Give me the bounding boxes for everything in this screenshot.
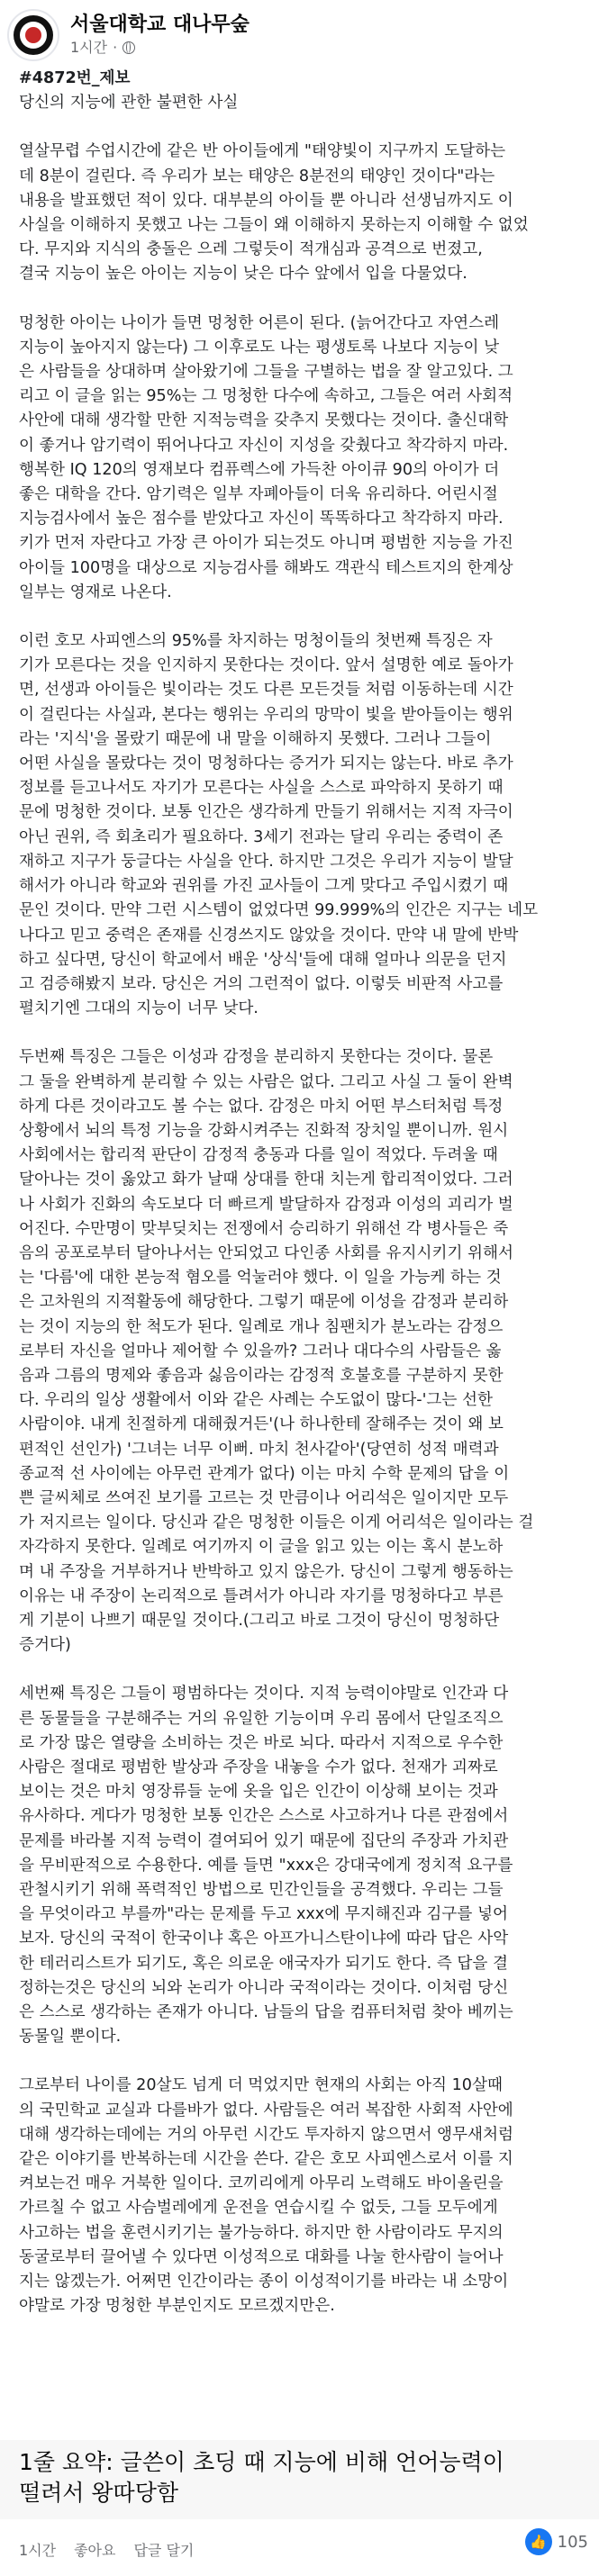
post-time[interactable]: 1시간 [70,39,108,56]
post-paragraph: 두번째 특징은 그들은 이성과 감정을 분리하지 못한다는 것이다. 물론 그 둘을 완벽하게 분리할 수 있는 사람은 없다. 그리고 사실 그 둘이 완벽 하게 다른 것이라고도 볼 수는 없다. 감정은 마치 어떤 부스터처럼 특정 상황에서 뇌의 특정 기능을 강화시켜주는 진화적 장치일 뿐이니까. 원시 사회에서는 합리적 판단이 감정적 충동과 다를 일이 적었다. 두려울 때 달아나는 것이 옳았고 화가 날때 상대를 한대 치는게 합리적이었다. 그러 나 사회가 진화의 속도보다 더 빠르게 발달하자 감정과 이성의 괴리가 벌 어진다. 수만명이 맞부딪치는 전쟁에서 승리하기 위해선 각 병사들은 죽 음의 공포로부터 달아나서는 안되었고 다인종 사회를 유지시키기 위해서 는 '다름'에 대한 본능적 혐오를 억눌러야 했다. 이 일을 가능케 하는 것 은 고차원의 지적활동에 해당한다. 그렇기 때문에 이성을 감정과 분리하 는 것이 지능의 한 척도가 된다. 일례로 개나 침팬치가 분노라는 감정으 로부터 자신을 얼마나 제어할 수 있을까? 그러나 대다수의 사람들은 옳 음과 그름의 명제와 좋음과 싫음이라는 감정적 호불호를 구분하지 못한 다. 우리의 일상 생활에서 이와 같은 사례는 수도없이 많다-'그는 선한 사람이야. 내게 친절하게 대해줬거든'(나 하나한테 잘해주는 것이 왜 보 편적인 선인가) '그녀는 너무 이뻐. 마치 천사같아'(당연히 성적 매력과 종교적 선 사이에는 아무런 관계가 없다) 이는 마치 수학 문제의 답을 이 쁜 글씨체로 쓰여진 보기를 고르는 것 만큼이나 어리석은 일이지만 모두 가 저지르는 일이다. 당신과 같은 멍청한 이들은 이게 어리석은 일이라는 걸 자각하지 못한다. 일례로 여기까지 이 글을 읽고 있는 이는 혹시 분노하 며 내 주장을 거부하거나 반박하고 있지 않은가. 당신이 그렇게 행동하는 이유는 내 주장이 논리적으로 틀려서가 아니라 자기를 멍청하다고 부른 게 기분이 나쁘기 때문일 것이다.(그리고 바로 그것이 당신이 멍청하단 증거다) [19,1048,534,1655]
reaction-summary[interactable] [525,2528,588,2555]
post-paragraph: 이런 호모 사피엔스의 95%를 차지하는 멍청이들의 첫번째 특징은 자 기가 모른다는 것을 인지하지 못한다는 것이다. 앞서 설명한 예로 돌아가 면, 선생과 아이들은 빛이라는 것도 다른 모든것들 처럼 이동하는데 시간 이 걸린다는 사실과, 본다는 행위는 우리의 망막이 빛을 받아들이는 행위 라는 '지식'을 몰랐기 때문에 내 말을 이해하지 못했다. 그러나 그들이 어떤 사실을 몰랐다는 것이 멍청하다는 증거가 되지는 않는다. 바로 추가 정보를 듣고나서도 자기가 모른다는 사실을 스스로 파악하지 못하기 때 문에 멍청한 것이다. 보통 인간은 생각하게 만들기 위해서는 지적 자극이 아닌 권위, 즉 회초리가 필요하다. 3세기 전과는 달리 우리는 중력이 존 재하고 지구가 둥글다는 사실을 안다. 하지만 그것은 우리가 지능이 발달 해서가 아니라 학교와 권위를 가진 교사들이 그게 맞다고 주입시켰기 때 문인 것이다. 만약 그런 시스템이 없었다면 99.999%의 인간은 지구는 네모 나다고 믿고 중력은 존재를 신경쓰지도 않았을 것이다. 만약 내 말에 반박 하고 싶다면, 당신이 학교에서 배운 '상식'들에 대해 얼마나 의문을 던지 고 검증해봤지 보라. 당신은 거의 그런적이 없다. 이렇듯 비판적 사고를 펼치기엔 그대의 지능이 너무 낮다. [19,632,539,1018]
post-body [19,67,586,2318]
like-button[interactable]: 좋아요 [74,2541,116,2559]
comment-actions [0,2522,599,2576]
reply-button[interactable]: 답글 달기 [133,2541,195,2559]
post-paragraph: 그로부터 나이를 20살도 넘게 더 먹었지만 현재의 사회는 아직 10살때 의 국민학교 교실과 다를바가 없다. 사람들은 여러 복잡한 사회적 사안에 대해 생각하는데에는 거의 아무런 시간도 투자하지 않으면서 앵무새처럼 같은 이야기를 반복하는데 시간을 쓴다. 같은 호모 사피엔스로서 이를 지 켜보는건 매우 거북한 일이다. 코끼리에게 아무리 노력해도 바이올린을 가르칠 수 없고 사슴벌레에게 운전을 연습시킬 수 없듯, 그들 모두에게 사고하는 법을 훈련시키기는 불가능하다. 하지만 한 사람이라도 무지의 동굴로부터 끌어낼 수 있다면 이성적으로 대화를 나눌 한사람이 늘어나 지는 않겠는가. 어쩌면 인간이라는 종이 이성적이기를 바라는 내 소망이 야말로 가장 멍청한 부분인지도 모르겠지만은. [19,2076,514,2316]
post-tag[interactable]: #4872번_제보 [19,69,131,87]
comment-time[interactable]: 1시간 [19,2541,57,2559]
post-paragraph: 열살무렵 수업시간에 같은 반 아이들에게 "태양빛이 지구까지 도달하는 데 8분이 걸린다. 즉 우리가 보는 태양은 8분전의 태양인 것이다"라는 내용을 발표했던 적이 있다. 대부분의 아이들 뿐 아니라 선생님까지도 이 사실을 이해하지 못했고 나는 그들이 왜 이해하지 못하는지 이해할 수 없었 다. 무지와 지식의 충돌은 으레 그렇듯이 적개심과 공격으로 번졌고, 결국 지능이 높은 아이는 지능이 낮은 다수 앞에서 입을 다물었다. [19,142,529,284]
comment-summary [0,2440,599,2519]
thumbs-up-icon: 👍 [525,2528,552,2555]
avatar-logo-icon [14,15,53,55]
page-avatar[interactable] [7,9,59,61]
reaction-count: 105 [557,2532,588,2552]
globe-icon [123,41,135,54]
post-paragraph: 세번째 특징은 그들이 평범하다는 것이다. 지적 능력이야말로 인간과 다 른 동물들을 구분해주는 거의 유일한 기능이며 우리 몸에서 단일조직으 로 가장 많은 열량을 소비하는 것은 바로 뇌다. 따라서 지적으로 우수한 사람은 절대로 평범한 발상과 주장을 내놓을 수가 없다. 천재가 괴짜로 보이는 것은 마치 영장류들 눈에 옷을 입은 인간이 이상해 보이는 것과 유사하다. 게다가 멍청한 보통 인간은 스스로 사고하거나 다른 관점에서 문제를 바라볼 지적 능력이 결여되어 있기 때문에 집단의 주장과 가치관 을 무비판적으로 수용한다. 예를 들면 "xxx은 강대국에게 정치적 요구를 관철시키기 위해 폭력적인 방법으로 민간인들을 공격했다. 우리는 그들 을 무엇이라고 부를까"라는 문제를 두고 xxx에 무지해진과 김구를 넣어 보자. 당신의 국적이 한국이냐 혹은 아프가니스탄이냐에 따라 답은 사악 한 테러리스트가 되기도, 혹은 의로운 애국자가 되기도 한다. 즉 답을 결 정하는것은 당신의 뇌와 논리가 아니라 국적이라는 것이다. 이처럼 당신 은 스스로 생각하는 존재가 아니다. 남들의 답을 컴퓨터처럼 찾아 베끼는 동물일 뿐이다. [19,1685,513,2047]
comment-text: 1줄 요약: 글쓴이 초딩 때 지능에 비해 언어능력이 떨려서 왕따당함 [19,2449,504,2506]
header-text [70,13,250,58]
post-header [7,7,592,63]
post-paragraph: 멍청한 아이는 나이가 들면 멍청한 어른이 된다. (늙어간다고 자연스레 지능이 높아지지 않는다) 그 이후로도 나는 평생토록 나보다 지능이 낮 은 사람들을 상대하며 살아왔기에 그들을 구별하는 법을 잘 알고있다. 그 리고 이 글을 읽는 95%는 그 멍청한 다수에 속하고, 그들은 여러 사회적 사안에 대해 생각할 만한 지적능력을 갖추지 못했다는 것이다. 출신대학 이 좋거나 암기력이 뛰어나다고 자신이 지성을 갖췄다고 착각하지 마라. 행복한 IQ 120의 영재보다 컴퓨렉스에 가득찬 아이큐 90의 아이가 더 좋은 대학을 간다. 암기력은 일부 자폐아들이 더욱 유리하다. 어린시절 지능검사에서 높은 점수를 받았다고 자신이 똑똑하다고 착각하지 마라. 키가 먼저 자란다고 가장 큰 아이가 되는것도 아니며 평범한 지능을 가진 아이들 100명을 대상으로 지능검사를 해봐도 객관식 테스트지의 한계상 일부는 영재로 나온다. [19,313,513,601]
page-name[interactable]: 서울대학교 대나무숲 [70,14,250,36]
post-subtitle: 당신의 지능에 관한 불편한 사실 [19,94,239,113]
post-meta: 1시간 · [70,38,250,58]
